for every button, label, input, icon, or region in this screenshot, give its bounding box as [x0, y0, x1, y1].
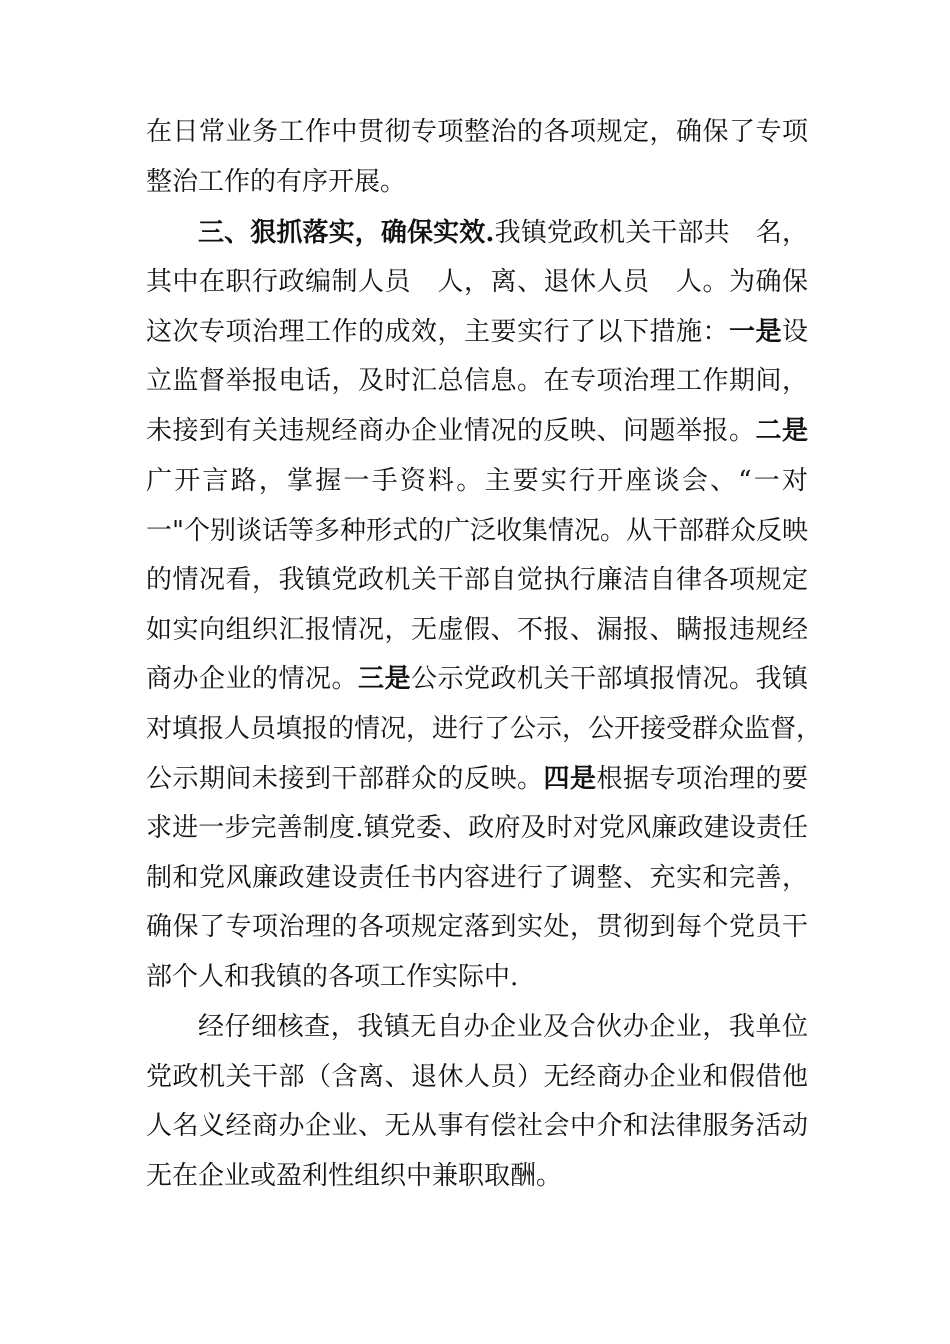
paragraph-2-line-6	[146, 459, 808, 503]
item-marker: 三是	[358, 664, 411, 694]
text-run: 对填报人员填报的情况，进行了公示，公开接受群众监督，	[146, 714, 823, 744]
text-run: 求进一步完善制度.镇党委、政府及时对党风廉政建设责任	[146, 813, 808, 843]
text-run: 我镇党政机关干部共 名，	[494, 218, 808, 248]
item-marker: 一是	[728, 317, 782, 347]
paragraph-2-line-11	[146, 707, 823, 751]
text-run: 人名义经商办企业、无从事有偿社会中介和法律服务活动	[146, 1111, 808, 1141]
paragraph-2-line-16	[146, 955, 808, 999]
paragraph-1-line-2	[146, 160, 808, 204]
paragraph-3-line-2	[146, 1055, 808, 1099]
paragraph-2-line-15	[146, 905, 808, 949]
text-run: 制和党风廉政建设责任书内容进行了调整、充实和完善，	[146, 863, 808, 893]
text-run: 未接到有关违规经商办企业情况的反映、问题举报。	[146, 416, 756, 446]
paragraph-3-line-4	[146, 1154, 808, 1198]
text-run: 一"个别谈话等多种形式的广泛收集情况。从干部群众反映	[146, 516, 808, 546]
paragraph-2-line-2	[146, 260, 808, 304]
paragraph-2-line-8	[146, 558, 808, 602]
text-run: 根据专项治理的要	[596, 764, 808, 794]
paragraph-1-line-1	[146, 110, 808, 154]
item-marker: 二是	[755, 416, 808, 446]
text-run: 公示期间未接到干部群众的反映。	[146, 764, 544, 794]
text-run: 立监督举报电话，及时汇总信息。在专项治理工作期间，	[146, 366, 808, 396]
text-run: 整治工作的有序开展。	[146, 167, 407, 197]
paragraph-2-line-4	[146, 359, 808, 403]
text-run: 如实向组织汇报情况，无虚假、不报、漏报、瞒报违规经	[146, 615, 808, 645]
paragraph-2-line-1	[198, 211, 808, 255]
text-run: 的情况看，我镇党政机关干部自觉执行廉洁自律各项规定	[146, 565, 808, 595]
paragraph-2-line-10	[146, 657, 808, 701]
text-run: 设	[781, 317, 808, 347]
text-run: 公示党政机关干部填报情况。我镇	[411, 664, 808, 694]
paragraph-2-line-7	[146, 509, 808, 553]
text-run: 经仔细核查，我镇无自办企业及合伙办企业，我单位	[198, 1012, 808, 1042]
text-run: 商办企业的情况。	[146, 664, 358, 694]
paragraph-2-line-9	[146, 608, 808, 652]
paragraph-3-line-1	[198, 1005, 808, 1049]
text-run: 广开言路，掌握一手资料。主要实行开座谈会、“一对	[146, 466, 808, 496]
paragraph-2-line-13	[146, 806, 808, 850]
text-run: 在日常业务工作中贯彻专项整治的各项规定，确保了专项	[146, 117, 808, 147]
text-run: 其中在职行政编制人员 人，离、退休人员 人。为确保	[146, 267, 808, 297]
text-run: 这次专项治理工作的成效，主要实行了以下措施：	[146, 317, 729, 347]
text-run: 确保了专项治理的各项规定落到实处，贯彻到每个党员干	[146, 912, 808, 942]
item-marker: 四是	[543, 764, 597, 794]
paragraph-2-line-5	[146, 409, 808, 453]
paragraph-2-line-12	[146, 757, 808, 801]
text-run: 部个人和我镇的各项工作实际中.	[146, 962, 519, 992]
paragraph-2-line-14	[146, 856, 808, 900]
paragraph-2-line-3	[146, 310, 808, 354]
text-run: 党政机关干部（含离、退休人员）无经商办企业和假借他	[146, 1062, 808, 1092]
text-run: 无在企业或盈利性组织中兼职取酬。	[146, 1161, 563, 1191]
section-heading: 三、狠抓落实，确保实效.	[198, 218, 495, 248]
paragraph-3-line-3	[146, 1104, 808, 1148]
